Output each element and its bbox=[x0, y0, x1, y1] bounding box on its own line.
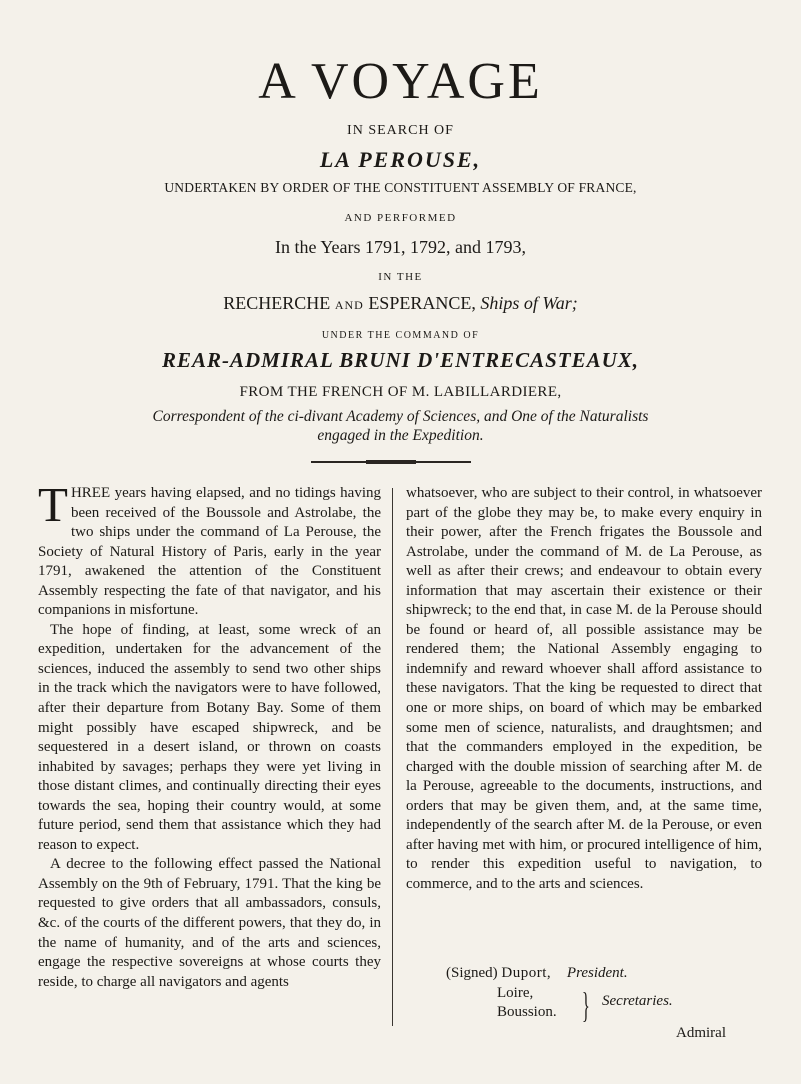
signatory-loire: Loire, bbox=[497, 985, 534, 1001]
right-column bbox=[406, 484, 762, 894]
signed-label: (Signed) bbox=[446, 965, 498, 981]
paragraph: The hope of finding, at least, some wreck of an expedition, undertaken for the advancement of the sciences, induced the assembly to send two other ships in the track which the navigators were to have followed, after their departure from Botany Bay. Some of them might possibly have escaped shipwreck, and be sequestered in a desert island, or thrown on coasts inhabited by savages; perhaps they were yet living in those distant climes, and continually directing their eyes towards the sea, hoping their country would, at some future period, send them that assistance which they had reason to expect. bbox=[38, 621, 381, 853]
signatory-boussion: Boussion. bbox=[497, 1004, 557, 1020]
admiral-catchword: Admiral bbox=[676, 1025, 726, 1041]
left-column bbox=[38, 477, 381, 992]
ornamental-rule bbox=[311, 461, 471, 463]
paragraph: whatsoever, who are subject to their control, in whatsoever part of the globe they may be, to make every enquiry in their power, after the French frigates the Boussole and Astrolabe, under the command of M. de La Perouse, as well as after their crews; and endeavour to obtain every information that may ascertain their existence or their shipwreck; to the end that, in case M. de la Perouse should be found or heard of, all possible assistance may be rendered them; the National Assembly engaging to indemnify and reward whoever shall afford assistance to these navigators. That the king be requested to direct that one or more ships, on board of which may be embarked some men of science, naturalists, and draughtsmen; and that the commanders employed in the expedition, be charged with the double mission of searching after M. de la Perouse, agreeable to the documents, instructions, and orders that may be given them, and, at the same time, independently of the search after M. de la Perouse, or even after having met with him, or procured intelligence of him, to render this expedition useful to navigation, to commerce, and to the arts and sciences. bbox=[406, 485, 762, 892]
drop-cap: T bbox=[38, 477, 68, 532]
president-title: President. bbox=[566, 965, 628, 981]
signatory-duport: Duport, bbox=[501, 965, 552, 981]
under-command-line: UNDER THE COMMAND OF bbox=[321, 330, 480, 341]
correspondent-line-2: engaged in the Expedition. bbox=[317, 427, 484, 444]
ship-recherche: RECHERCHE bbox=[223, 293, 331, 313]
signature-line bbox=[446, 965, 628, 982]
undertaken-line: UNDERTAKEN BY ORDER OF THE CONSTITUENT ASSEMBLY OF FRANCE, bbox=[164, 180, 637, 195]
ships-type: Ships of War; bbox=[480, 293, 578, 313]
paragraph-text: HREE years having elapsed, and no tidings having been received of the Boussole and Astrolabe, the two ships under the command of La Perouse, the Society of Natural History of Paris, early in the year 1791, awakened the attention of the Constituent Assembly respecting the fate of that navigator, and his companions in misfortune. bbox=[38, 485, 381, 619]
ships-and: AND bbox=[334, 298, 364, 312]
paragraph: A decree to the following effect passed the National Assembly on the 9th of February, 1791. That the king be requested to give orders that all ambassadors, consuls, &c. of the courts of the different powers, that they do, in the name of humanity, and of the arts and sciences, engage the respective sovereigns at whose courts they reside, to charge all navigators and agents bbox=[38, 856, 381, 990]
admiral-name: REAR-ADMIRAL BRUNI D'ENTRECASTEAUX, bbox=[161, 348, 640, 372]
ships-line bbox=[0, 293, 801, 314]
column-divider bbox=[392, 488, 393, 1026]
performed-line: AND PERFORMED bbox=[344, 212, 457, 224]
subject-name: LA PEROUSE, bbox=[319, 147, 482, 172]
ship-esperance: ESPERANCE, bbox=[368, 293, 476, 313]
right-brace-icon: } bbox=[582, 985, 590, 1025]
paragraph bbox=[38, 477, 381, 621]
in-the-line: IN THE bbox=[378, 271, 423, 283]
translator-line: FROM THE FRENCH OF M. LABILLARDIERE, bbox=[239, 384, 562, 400]
secretaries-title: Secretaries. bbox=[602, 993, 673, 1009]
years-line: In the Years 1791, 1792, and 1793, bbox=[275, 237, 526, 257]
main-title: A VOYAGE bbox=[258, 53, 543, 110]
correspondent-line-1: Correspondent of the ci-divant Academy of Sciences, and One of the Naturalists bbox=[152, 408, 649, 425]
subtitle: IN SEARCH OF bbox=[347, 123, 454, 138]
